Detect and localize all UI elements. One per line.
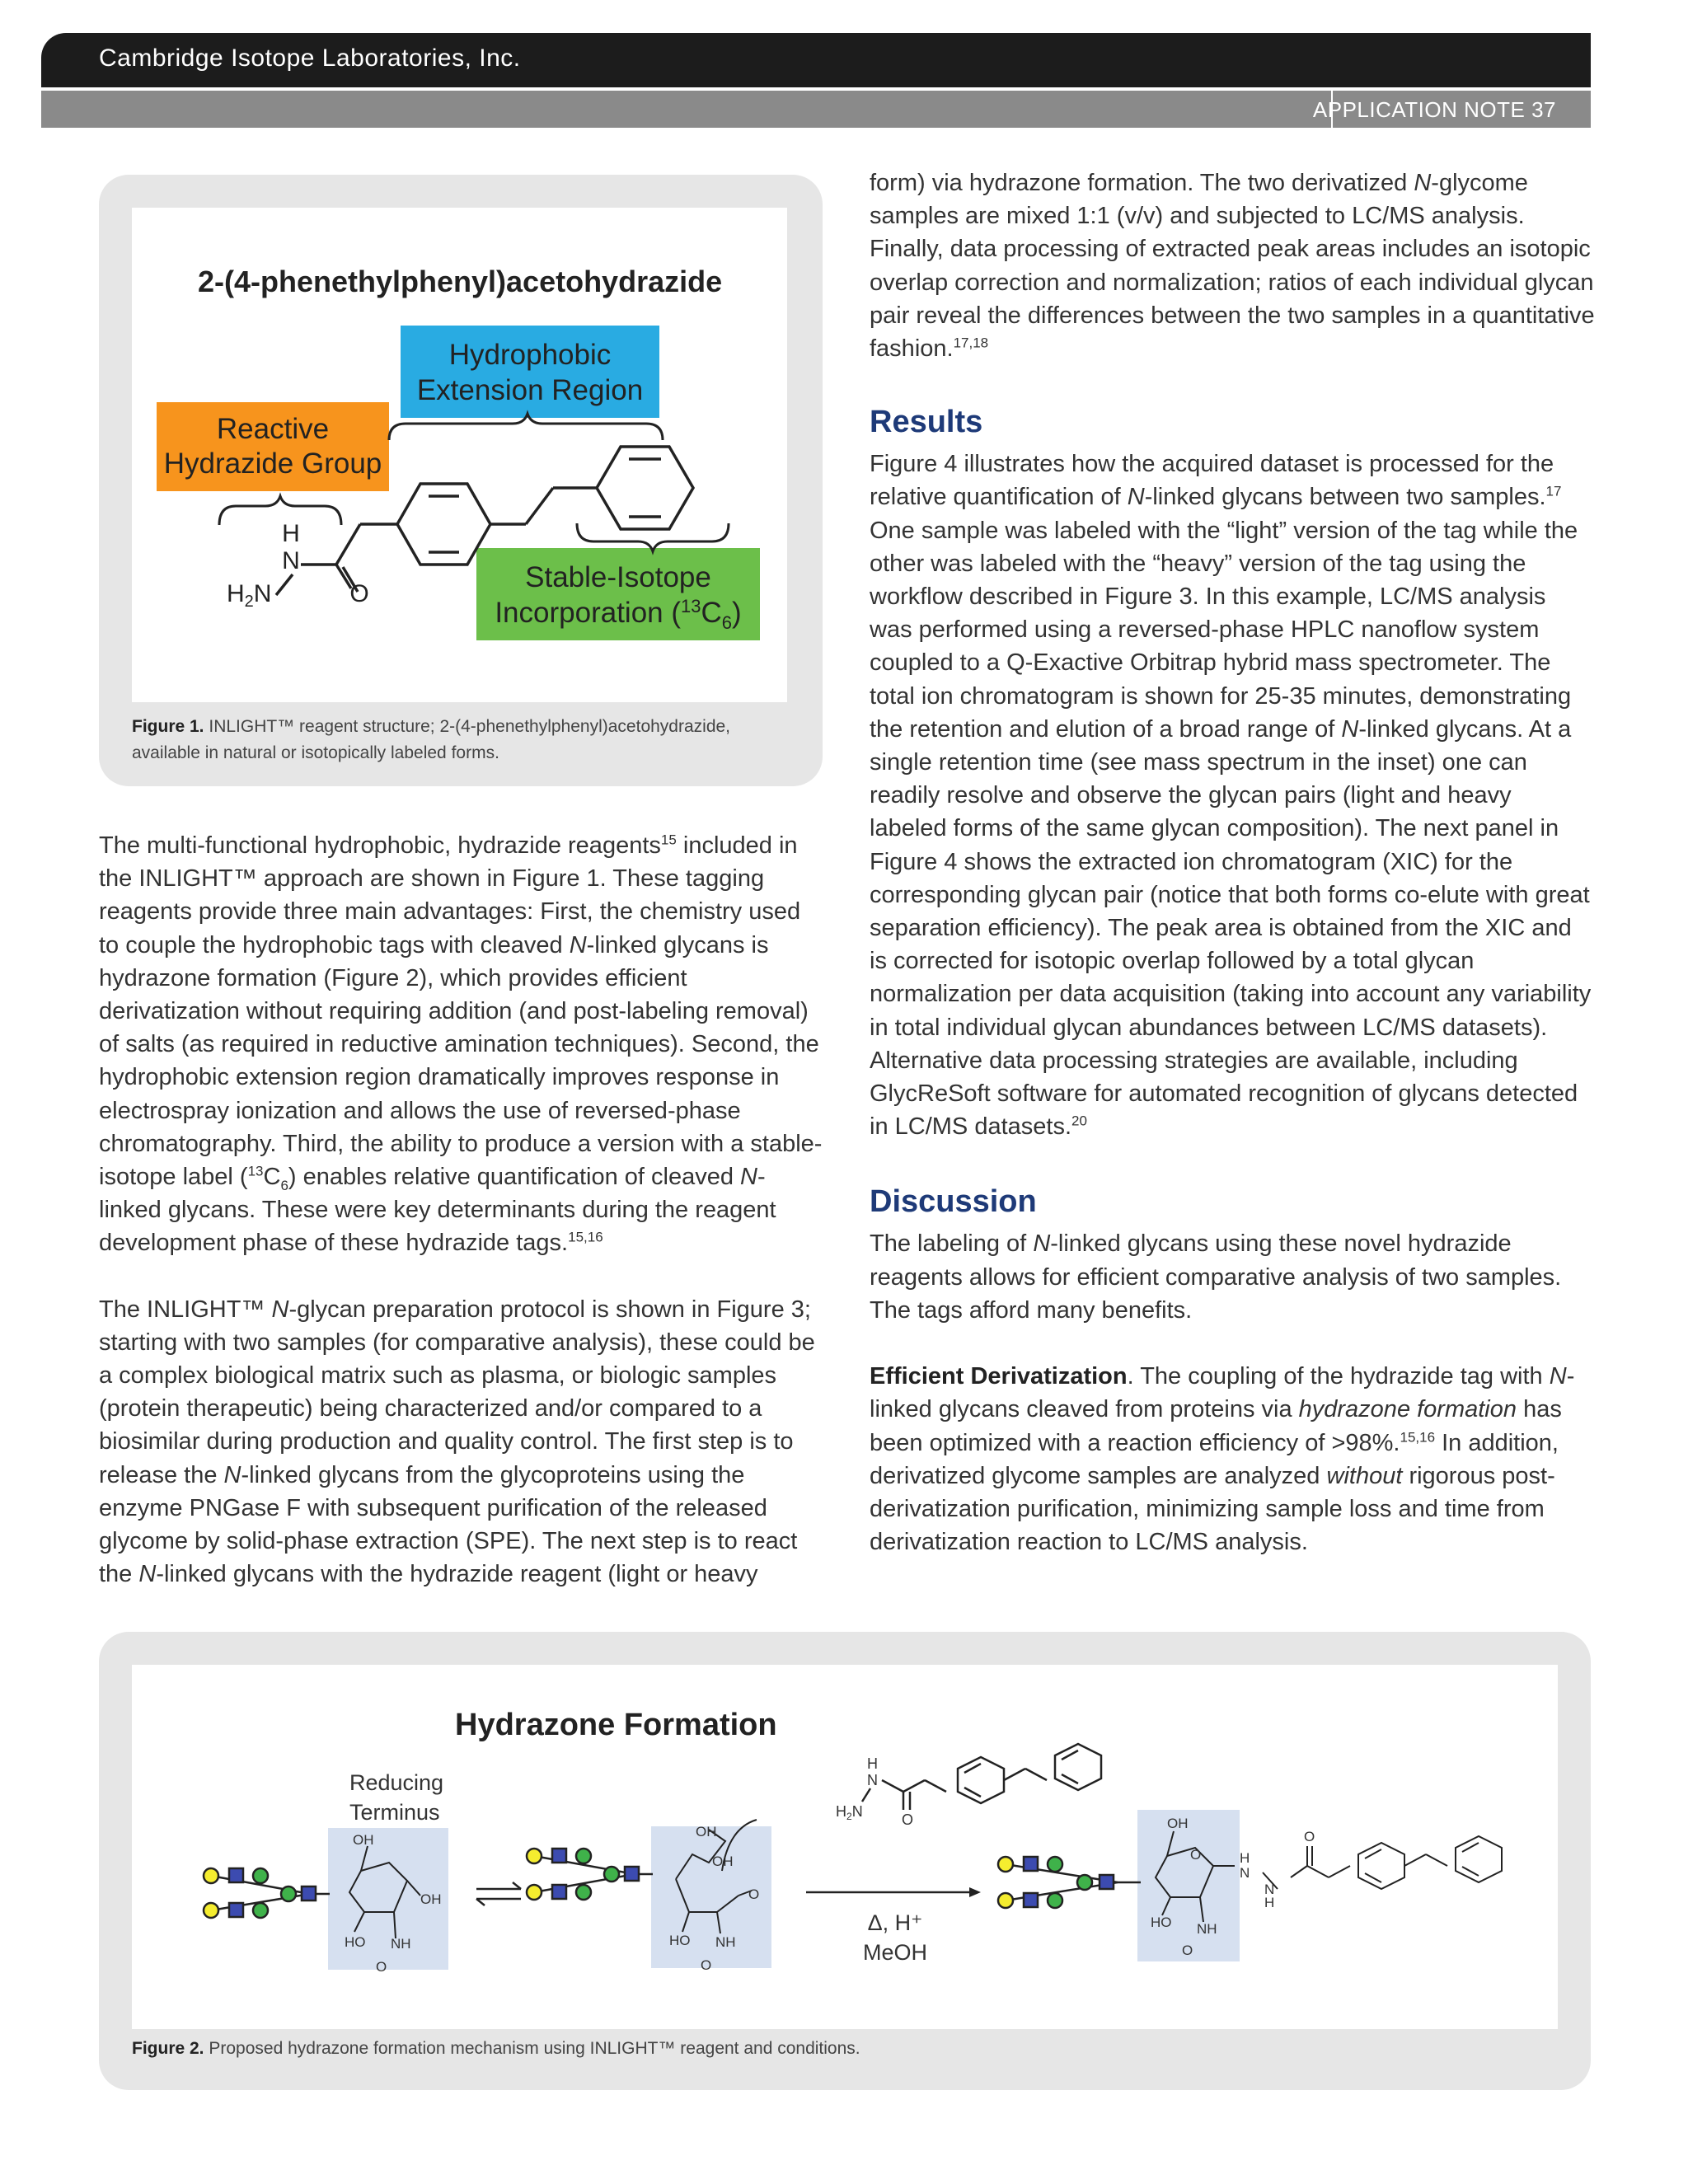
label-oh: OH bbox=[1167, 1816, 1189, 1831]
conditions-line-2: MeOH bbox=[862, 1940, 928, 1965]
equilibrium-arrow-icon bbox=[476, 1882, 521, 1905]
mannose-icon bbox=[576, 1885, 591, 1900]
mannose-icon bbox=[1048, 1857, 1062, 1872]
figure-2-diagram bbox=[132, 1665, 1558, 2029]
label-ho: HO bbox=[1151, 1915, 1172, 1930]
figure-2 bbox=[99, 1632, 1591, 2090]
reducing-label-2: Terminus bbox=[349, 1800, 440, 1825]
figure-1-panel bbox=[132, 208, 787, 702]
galactose-icon bbox=[998, 1893, 1013, 1908]
glycan-chain-3 bbox=[998, 1857, 1141, 1908]
glcnac-icon bbox=[1024, 1857, 1038, 1871]
glcnac-icon bbox=[552, 1885, 566, 1899]
brace-reactive bbox=[219, 496, 341, 525]
conditions-line-1: Δ, H⁺ bbox=[867, 1910, 923, 1935]
glycan-chain-1 bbox=[204, 1868, 330, 1918]
galactose-icon bbox=[204, 1903, 218, 1918]
subheader-bar bbox=[41, 91, 1591, 128]
header-bar bbox=[41, 33, 1591, 87]
isotope-label-2: Incorporation $(^{13}C_6)$ bbox=[495, 596, 742, 633]
atom-n: N bbox=[282, 547, 300, 574]
hydrophobic-label-2: Extension Region bbox=[416, 374, 644, 406]
brace-isotope bbox=[577, 523, 729, 551]
label-ho: HO bbox=[669, 1933, 691, 1948]
label-h: H bbox=[1264, 1895, 1275, 1910]
glcnac-icon bbox=[552, 1849, 566, 1863]
figure-1-title: 2-(4-phenethylphenyl)acetohydrazide bbox=[198, 265, 723, 298]
company-name: Cambridge Isotope Laboratories, Inc. bbox=[99, 45, 521, 72]
label-n: N bbox=[1264, 1882, 1275, 1897]
label-h: H bbox=[1240, 1850, 1250, 1866]
discussion-heading: Discussion bbox=[870, 1184, 1037, 1220]
galactose-icon bbox=[204, 1868, 218, 1883]
left-column bbox=[99, 829, 824, 1591]
atom-h2n: $H_2N$ bbox=[227, 580, 272, 611]
atom-o: O bbox=[349, 580, 369, 607]
ring-box-3 bbox=[1137, 1810, 1240, 1961]
label-oh: OH bbox=[420, 1891, 442, 1907]
left-paragraph-1: The multi-functional hydrophobic, hydrazide reagents$^{15}$ included in the INLIGHT™ approach are shown in Figure 1. These tagging reagents provide three main advantages: First, the chemistry used to couple the hydrophobic tags with cleaved N-linked glycans is hydrazone formation (Figure 2), which provides efficient derivatization without requiring addition (and post-labeling removal) of salts (as required in reductive amination techniques). Second, the hydrophobic extension region dramatically improves response in electrospray ionization and allows the use of reversed-phase chromatography. Third, the ability to produce a version with a stable-isotope label $(^{13}C_6)$ enables relative quantification of cleaved N-linked glycans. These were key determinants during the reagent development phase of these hydrazide tags.$^{15,16}$ bbox=[99, 832, 823, 1257]
label-o: O bbox=[902, 1811, 914, 1828]
label-o: O bbox=[1182, 1943, 1193, 1958]
application-note-label: APPLICATION NOTE 37 bbox=[1312, 97, 1556, 122]
discussion-paragraph: The labeling of N-linked glycans using these novel hydrazide reagents allows for efficient comparative analysis of two samples. The tags afford many benefits. bbox=[870, 1230, 1562, 1324]
label-n: N bbox=[1240, 1865, 1250, 1881]
galactose-icon bbox=[527, 1885, 542, 1900]
label-o: O bbox=[376, 1959, 387, 1975]
mannose-icon bbox=[281, 1886, 296, 1901]
figure-2-caption: Figure 2. Proposed hydrazone formation mechanism using INLIGHT™ reagent and conditions. bbox=[132, 2039, 860, 2058]
mannose-icon bbox=[604, 1867, 619, 1882]
right-paragraph-1: form) via hydrazone formation. The two derivatized N-glycome samples are mixed 1:1 (v/v) and subjected to LC/MS analysis. Finally, data processing of extracted peak areas includes an isotopic overlap correction and normalization; ratios of each individual glycan pair reveal the differences between the two samples in a quantitative fashion.$^{17,18}$ bbox=[870, 170, 1595, 363]
reactive-label-2: Hydrazide Group bbox=[163, 448, 382, 480]
efficient-derivatization-paragraph: Efficient Derivatization. The coupling of the hydrazide tag with N-linked glycans cleaved from proteins via hydrazone formation has been optimized with a reaction efficiency of >98%.$^{15,16}$ In addition, derivatized glycome samples are analyzed without rigorous post-derivatization purification, minimizing sample loss and time from derivatization reaction to LC/MS analysis. bbox=[870, 1363, 1575, 1556]
label-nh: NH bbox=[1197, 1921, 1217, 1937]
atom-h: H bbox=[282, 520, 300, 547]
figure-1-diagram bbox=[132, 208, 787, 702]
label-oh: OH bbox=[696, 1824, 717, 1840]
label-nh: NH bbox=[391, 1936, 411, 1952]
label-n: N bbox=[867, 1772, 878, 1788]
figure-1-caption: Figure 1. INLIGHT™ reagent structure; 2-(4-phenethylphenyl)acetohydrazide, available in natural or isotopically labeled forms. bbox=[132, 717, 731, 762]
label-oh: OH bbox=[353, 1832, 374, 1848]
label-nh: NH bbox=[715, 1934, 736, 1950]
mannose-icon bbox=[253, 1903, 268, 1918]
isotope-label-1: Stable-Isotope bbox=[525, 561, 711, 593]
reducing-label-1: Reducing bbox=[349, 1770, 444, 1795]
label-o: O bbox=[1304, 1829, 1315, 1844]
results-paragraph: Figure 4 illustrates how the acquired dataset is processed for the relative quantification of N-linked glycans between two samples.$^{17}$ One sample was labeled with the “light” version of the tag while the other was labeled with the “heavy” version of the tag using the workflow described in Figure 3. In this example, LC/MS analysis was performed using a reversed-phase HPLC nanoflow system coupled to a Q-Exactive Orbitrap hybrid mass spectrometer. The total ion chromatogram is shown for 25-35 minutes, demonstrating the retention and elution of a broad range of N-linked glycans. At a single retention time (see mass spectrum in the inset) one can readily resolve and observe the glycan pairs (light and heavy labeled forms of the same glycan composition). The next panel in Figure 4 shows the extracted ion chromatogram (XIC) for the corresponding glycan pair (notice that both forms co-elute with great separation efficiency). The peak area is obtained from the XIC and is corrected for isotopic overlap followed by a total glycan normalization per data acquisition (taking into account any variability in total individual glycan abundances between LC/MS datasets). Alternative data processing strategies are available, including GlycReSoft software for automated recognition of glycans detected in LC/MS datasets.$^{20}$ bbox=[870, 451, 1592, 1141]
reaction-arrowhead-icon bbox=[969, 1887, 981, 1897]
glcnac-icon bbox=[302, 1886, 316, 1900]
mannose-icon bbox=[253, 1868, 268, 1883]
glcnac-icon bbox=[229, 1903, 243, 1917]
reactive-label-1: Reactive bbox=[216, 413, 330, 445]
label-o: O bbox=[748, 1886, 760, 1902]
mannose-icon bbox=[1077, 1875, 1092, 1890]
glcnac-icon bbox=[1024, 1893, 1038, 1907]
hydrophobic-label-1: Hydrophobic bbox=[448, 339, 612, 371]
label-h: H bbox=[867, 1755, 878, 1772]
galactose-icon bbox=[998, 1857, 1013, 1872]
label-o: O bbox=[701, 1957, 712, 1973]
glcnac-icon bbox=[229, 1868, 243, 1882]
mannose-icon bbox=[1048, 1893, 1062, 1908]
right-column bbox=[870, 166, 1595, 1558]
glcnac-icon bbox=[1100, 1875, 1114, 1889]
left-paragraph-2: The INLIGHT™ N-glycan preparation protocol is shown in Figure 3; starting with two samples (for comparative analysis), these could be a complex biological matrix such as plasma, or biologic samples (protein therapeutic) being characterized and/or compared to a biosimilar during production and quality control. The first step is to release the N-linked glycans from the glycoproteins using the enzyme PNGase F with subsequent purification of the released glycome by solid-phase extraction (SPE). The next step is to react the N-linked glycans with the hydrazide reagent (light or heavy bbox=[99, 1296, 815, 1588]
figure-1 bbox=[99, 175, 823, 786]
mannose-icon bbox=[576, 1849, 591, 1863]
glycan-chain-2 bbox=[527, 1849, 653, 1900]
reagent-structure bbox=[862, 1744, 1101, 1810]
label-h2n: $H_2N$ bbox=[836, 1803, 863, 1822]
label-oh: OH bbox=[712, 1854, 734, 1869]
figure-2-panel bbox=[132, 1665, 1558, 2029]
figure-2-title: Hydrazone Formation bbox=[455, 1708, 777, 1742]
results-heading: Results bbox=[870, 405, 983, 440]
galactose-icon bbox=[527, 1849, 542, 1863]
glcnac-icon bbox=[625, 1867, 639, 1881]
label-o: O bbox=[1190, 1847, 1202, 1863]
label-ho: HO bbox=[345, 1934, 366, 1950]
